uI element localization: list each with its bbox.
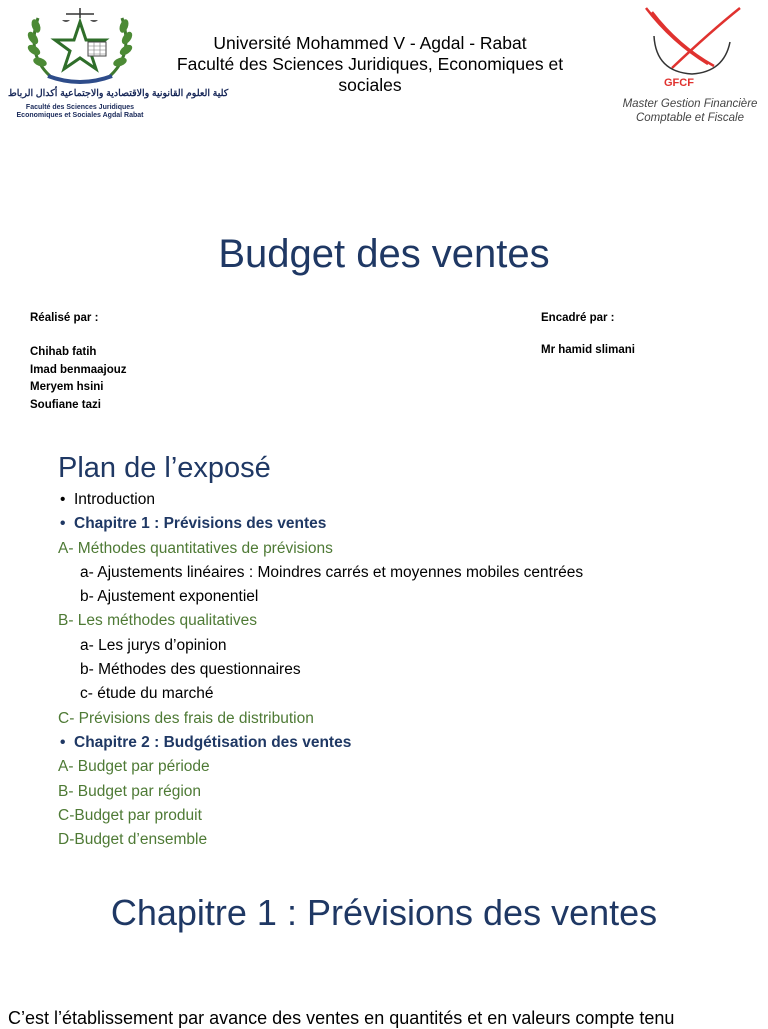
plan-item [58, 707, 583, 731]
supervisor-name: Mr hamid slimani [541, 344, 635, 356]
plan-item [58, 537, 583, 561]
plan-item [58, 682, 583, 706]
faculty-name-fr-line1: Faculté des Sciences Juridiques [25, 104, 135, 111]
plan-item-text: a- Ajustements linéaires : Moindres carrés et moyennes mobiles centrées [80, 563, 584, 581]
university-line-3: sociales [338, 75, 402, 95]
plan-item [58, 828, 583, 852]
plan-item [58, 755, 583, 779]
plan-title: Plan de l’exposé [58, 452, 271, 484]
body-text-line: C’est l’établissement par avance des ventes en quantités et en valeurs compte tenu [8, 1008, 675, 1028]
plan-item-text: D-Budget d’ensemble [58, 831, 208, 849]
faculty-logo [8, 4, 229, 128]
faculty-emblem-icon [8, 4, 152, 88]
faculty-name-fr-line2: Economiques et Sociales Agdal Rabat [16, 112, 144, 119]
plan-list [58, 488, 583, 852]
plan-item-text: b- Méthodes des questionnaires [80, 661, 301, 679]
plan-item-text: a- Les jurys d’opinion [80, 636, 227, 654]
plan-item [58, 488, 583, 512]
author-name: Soufiane tazi [30, 398, 101, 411]
author-name: Imad benmaajouz [30, 363, 127, 376]
plan-item [58, 634, 583, 658]
plan-item [58, 561, 583, 585]
plan-item [58, 658, 583, 682]
bullet-mark: • [60, 733, 66, 751]
plan-item-text: Chapitre 1 : Prévisions des ventes [74, 515, 327, 533]
gfcf-abbr: GFCF [664, 77, 694, 89]
plan-item-text: B- Budget par région [58, 782, 202, 800]
plan-item [58, 585, 583, 609]
plan-item-text: A- Budget par période [58, 758, 210, 776]
page-title: Budget des ventes [218, 232, 550, 276]
plan-item-text: Chapitre 2 : Budgétisation des ventes [74, 733, 352, 751]
chapter-title: Chapitre 1 : Prévisions des ventes [110, 892, 658, 933]
bullet-mark: • [60, 491, 66, 508]
university-line-2: Faculté des Sciences Juridiques, Economiques et [176, 54, 564, 74]
plan-item-text: c- étude du marché [80, 685, 214, 703]
authors-label: Réalisé par : [30, 312, 99, 324]
bullet-mark: • [60, 515, 66, 533]
gfcf-logo-icon [612, 2, 768, 96]
plan-item [58, 804, 583, 828]
university-line-1: Université Mohammed V - Agdal - Rabat [213, 33, 527, 53]
plan-item [58, 780, 583, 804]
master-name-line1: Master Gestion Financière [622, 98, 758, 110]
authors-list [30, 344, 127, 414]
author-name: Meryem hsini [30, 381, 104, 393]
plan-item-text: B- Les méthodes qualitatives [58, 612, 258, 630]
master-logo [612, 2, 768, 130]
plan-item-text: C- Prévisions des frais de distribution [58, 709, 314, 727]
university-heading [150, 33, 590, 96]
plan-item-text: Introduction [74, 491, 155, 508]
plan-item-text: C-Budget par produit [58, 806, 202, 824]
author-name: Chihab fatih [30, 346, 97, 358]
master-name-line2: Comptable et Fiscale [635, 112, 745, 124]
supervisor-label: Encadré par : [541, 312, 615, 324]
plan-item [58, 609, 583, 633]
faculty-name-arabic: كلية العلوم القانونية والاقتصادية والاجتماعية أكدال الرباط [8, 88, 229, 99]
plan-item-text: b- Ajustement exponentiel [80, 588, 259, 606]
plan-item-text: A- Méthodes quantitatives de prévisions [58, 539, 333, 557]
plan-item [58, 731, 583, 755]
plan-item [58, 512, 583, 536]
